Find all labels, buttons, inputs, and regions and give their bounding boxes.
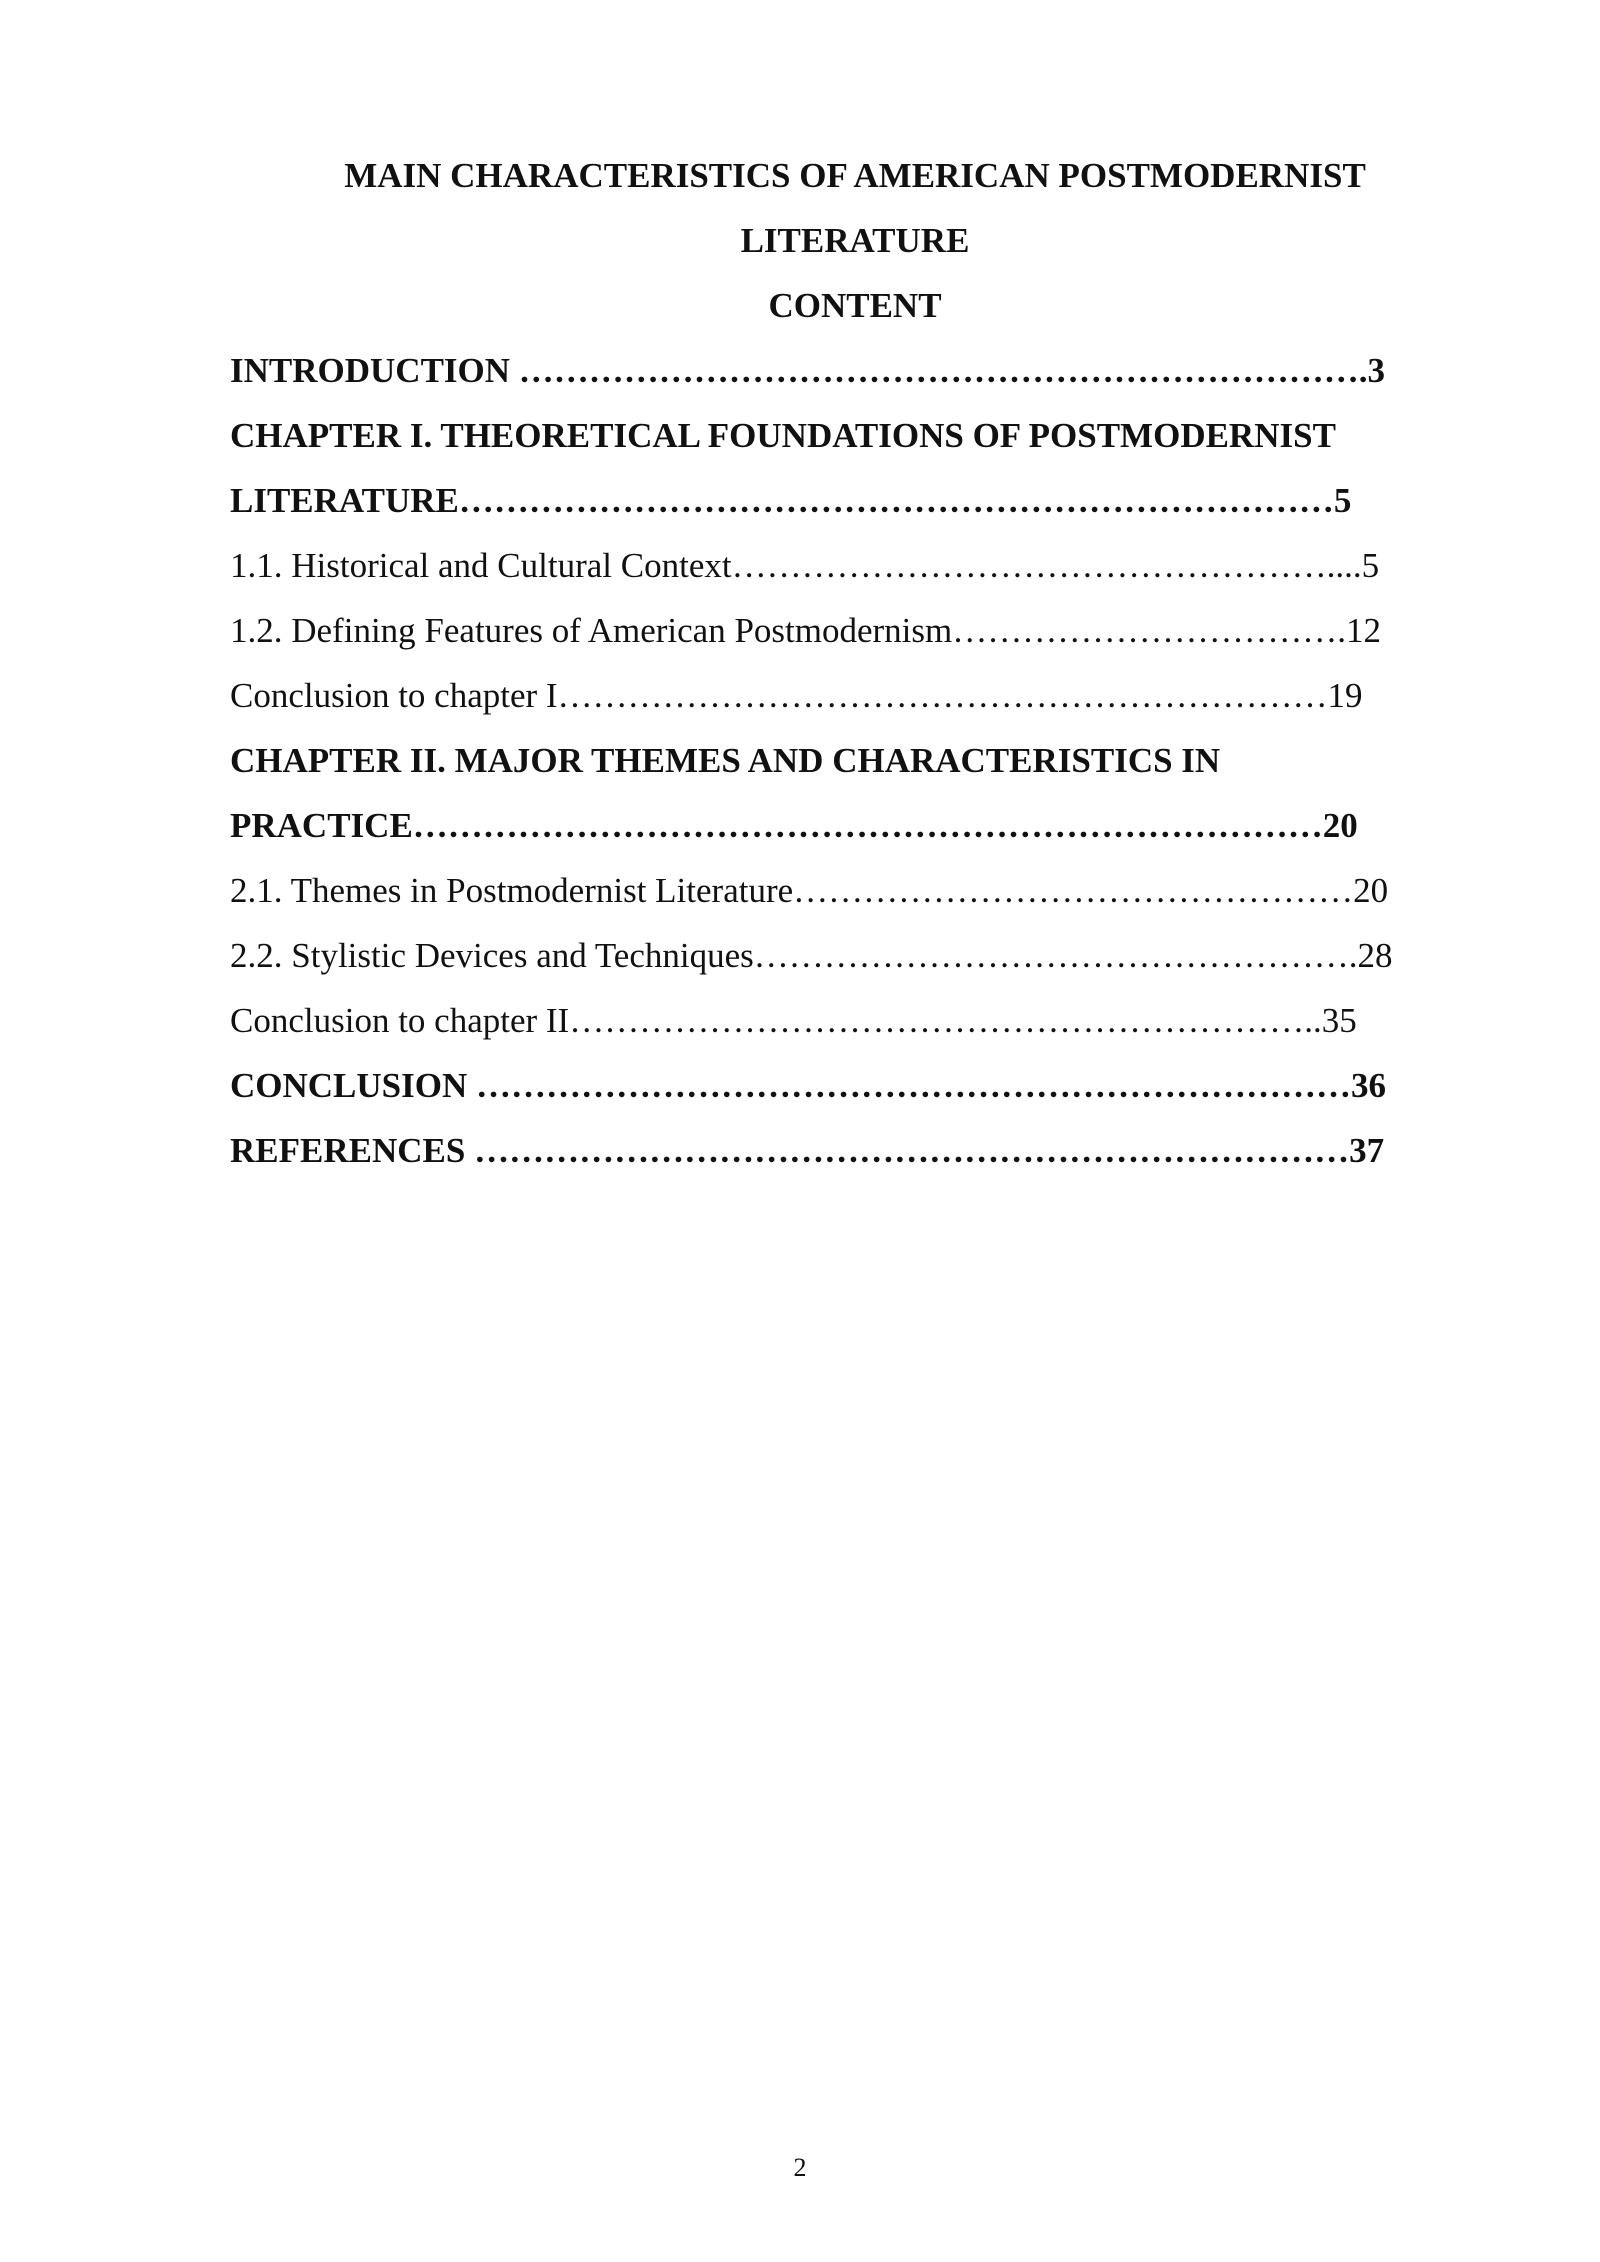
- toc-entry-conclusion: CONCLUSION …………………………………………………………………36: [230, 1066, 1387, 1105]
- toc-entry-chapter-2-line-1: CHAPTER II. MAJOR THEMES AND CHARACTERISTICS IN: [230, 741, 1221, 780]
- toc-entry-conclusion-chapter-2: Conclusion to chapter II………………………………………………………..35: [230, 1001, 1357, 1040]
- document-title-line-2: LITERATURE: [740, 221, 970, 260]
- page-number: 2: [793, 2153, 807, 2182]
- toc-entry-chapter-2-line-2: PRACTICE……………………………………………………………………20: [230, 806, 1358, 845]
- toc-entry-chapter-1-line-1: CHAPTER I. THEORETICAL FOUNDATIONS OF POSTMODERNIST: [230, 416, 1336, 455]
- toc-entry-references: REFERENCES …………………………………………………………………37: [230, 1131, 1385, 1170]
- content-heading: CONTENT: [768, 286, 942, 325]
- toc-entry-1-1: 1.1. Historical and Cultural Context……………………………………………....5: [230, 546, 1380, 585]
- toc-entry-introduction: INTRODUCTION ……………………………………………………………….3: [230, 351, 1386, 390]
- toc-entry-conclusion-chapter-1: Conclusion to chapter I…………………………………………………………19: [230, 676, 1363, 715]
- document-title-line-1: MAIN CHARACTERISTICS OF AMERICAN POSTMODERNIST: [344, 156, 1366, 195]
- toc-entry-2-2: 2.2. Stylistic Devices and Techniques…………………………………………….28: [230, 936, 1393, 975]
- toc-entry-2-1: 2.1. Themes in Postmodernist Literature…………………………………………20: [230, 871, 1389, 910]
- toc-entry-chapter-1-line-2: LITERATURE…………………………………………………………………5: [230, 481, 1352, 520]
- toc-entry-1-2: 1.2. Defining Features of American Postmodernism…………………………….12: [230, 611, 1381, 650]
